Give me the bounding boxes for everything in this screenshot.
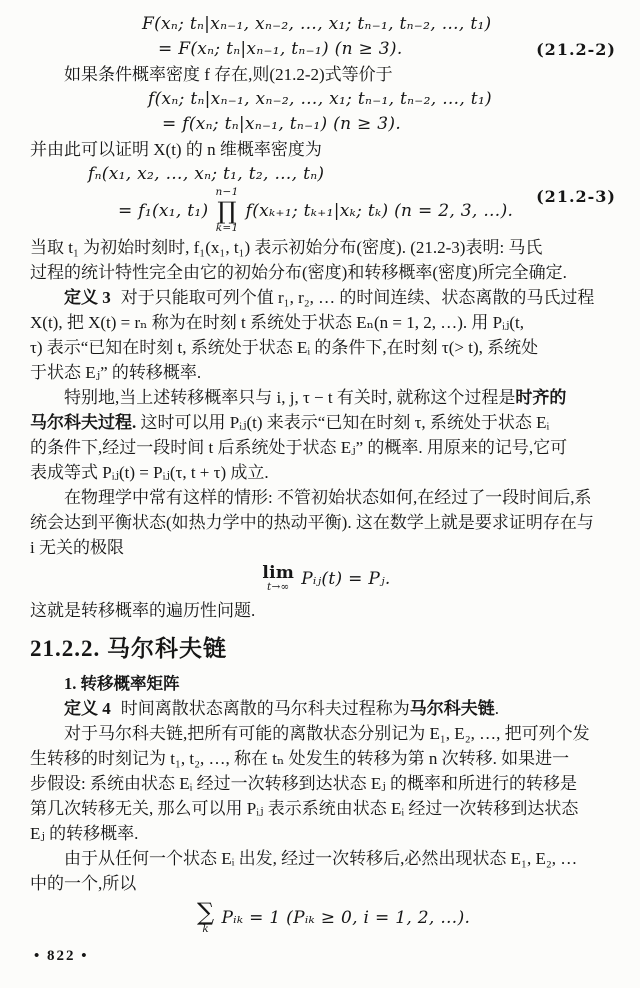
paragraph-chain-line-5: Eⱼ 的转移概率. bbox=[30, 824, 139, 843]
paragraph-chain-line-2: 生转移的时刻记为 t₁, t₂, …, 称在 tₙ 处发生的转移为第 n 次转移. 如果进一 bbox=[30, 749, 570, 768]
limit-symbol: lim bbox=[262, 562, 295, 583]
equation-limit bbox=[30, 560, 616, 598]
homogeneous-text-bold: 时齐的 bbox=[515, 388, 567, 407]
paragraph-initial-dist-line-2: 过程的统计特性完全由它的初始分布(密度)和转移概率(密度)所完全确定. bbox=[30, 263, 567, 282]
equation-21-2-3-rhs: f(xₖ₊₁; tₖ₊₁|xₖ; tₖ) (n = 2, 3, …). bbox=[245, 201, 514, 221]
equation-limit-body: Pᵢⱼ(t) = Pⱼ. bbox=[301, 569, 391, 589]
paragraph-density-intro: 如果条件概率密度 f 存在,则(21.2-2)式等价于 bbox=[64, 65, 393, 84]
equation-21-2-3-line-2 bbox=[30, 187, 616, 235]
equation-number-21-2-2: (21.2-2) bbox=[536, 40, 616, 59]
equation-21-2-2-line-2 bbox=[30, 37, 616, 62]
definition-3-text-1: 对于只能取可列个值 r₁, r₂, … 的时间连续、状态离散的马氏过程 bbox=[120, 288, 595, 307]
paragraph-homogeneous-line-1 bbox=[30, 385, 616, 410]
equation-21-2-2-line-1: F(xₙ; tₙ|xₙ₋₁, xₙ₋₂, …, x₁; tₙ₋₁, tₙ₋₂, …, t₁) bbox=[142, 14, 492, 34]
paragraph-anystate-line-2: 中的一个,所以 bbox=[30, 874, 137, 893]
markov-process-bold: 马尔科夫过程. bbox=[30, 413, 137, 432]
definition-3-line-3: τ) 表示“已知在时刻 t, 系统处于状态 Eᵢ 的条件下,在时刻 τ(> t), 系统处 bbox=[30, 338, 539, 357]
product-upper-limit: n−1 bbox=[215, 186, 239, 199]
paragraph-ergodicity: 这就是转移概率的遍历性问题. bbox=[30, 601, 256, 620]
homogeneous-text-rest: 这时可以用 Pᵢⱼ(t) 来表示“已知在时刻 τ, 系统处于状态 Eᵢ bbox=[136, 413, 550, 432]
product-operator-icon bbox=[215, 187, 238, 234]
page-number: • 822 • bbox=[34, 948, 89, 964]
limit-lower-limit: t→∞ bbox=[266, 580, 290, 593]
equation-density-line-1: f(xₙ; tₙ|xₙ₋₁, xₙ₋₂, …, x₁; tₙ₋₁, tₙ₋₂, …, t₁) bbox=[148, 89, 492, 109]
paragraph-anystate-line-1: 由于从任何一个状态 Eᵢ 出发, 经过一次转移后,必然出现状态 E₁, E₂, … bbox=[64, 849, 578, 868]
sum-operator-icon bbox=[197, 900, 214, 936]
definition-4-label: 定义 4 bbox=[64, 699, 111, 718]
paragraph-chain-line-4: 第几次转移无关, 那么可以用 Pᵢⱼ 表示系统由状态 Eᵢ 经过一次转移到达状态 bbox=[30, 799, 579, 818]
definition-3-line-2: X(t), 把 X(t) = rₙ 称为在时刻 t 系统处于状态 Eₙ(n = 1, 2, …). 用 Pᵢⱼ(t, bbox=[30, 313, 524, 332]
paragraph-ndim-intro: 并由此可以证明 X(t) 的 n 维概率密度为 bbox=[30, 140, 322, 159]
paragraph-homogeneous-line-4: 表成等式 Pᵢⱼ(t) = Pᵢⱼ(τ, t + τ) 成立. bbox=[30, 463, 269, 482]
equation-density-line-2: = f(xₙ; tₙ|xₙ₋₁, tₙ₋₁) (n ≥ 3). bbox=[162, 114, 402, 134]
sum-symbol: ∑ bbox=[197, 898, 215, 927]
equation-sum-body: Pᵢₖ = 1 (Pᵢₖ ≥ 0, i = 1, 2, …). bbox=[221, 908, 471, 928]
equation-21-2-2-body: = F(xₙ; tₙ|xₙ₋₁, tₙ₋₁) (n ≥ 3). bbox=[158, 39, 403, 59]
equation-sum bbox=[30, 896, 616, 940]
subsection-transition-matrix: 1. 转移概率矩阵 bbox=[64, 674, 180, 693]
product-lower-limit: k=1 bbox=[215, 222, 239, 234]
definition-3-label: 定义 3 bbox=[64, 288, 111, 307]
definition-4-line bbox=[30, 696, 616, 721]
definition-3-line-1 bbox=[30, 285, 616, 310]
limit-operator-icon bbox=[262, 562, 295, 594]
definition-3-line-4: 于状态 Eⱼ” 的转移概率. bbox=[30, 363, 202, 382]
paragraph-physics-line-3: i 无关的极限 bbox=[30, 538, 124, 557]
paragraph-physics-line-2: 统会达到平衡状态(如热力学中的热动平衡). 这在数学上就是要求证明存在与 bbox=[30, 513, 594, 532]
paragraph-initial-dist-line-1: 当取 t₁ 为初始时刻时, f₁(x₁, t₁) 表示初始分布(密度). (21.2-3)表明: 马氏 bbox=[30, 238, 543, 257]
paragraph-homogeneous-line-2 bbox=[30, 410, 616, 435]
definition-4-text: 时间离散状态离散的马尔科夫过程称为 bbox=[120, 699, 410, 718]
product-symbol: ∏ bbox=[217, 197, 237, 225]
markov-chain-bold: 马尔科夫链 bbox=[409, 699, 495, 718]
paragraph-chain-line-1: 对于马尔科夫链,把所有可能的离散状态分别记为 E₁, E₂, …, 把可列个发 bbox=[64, 724, 590, 743]
paragraph-chain-line-3: 步假设: 系统由状态 Eᵢ 经过一次转移到达状态 Eⱼ 的概率和所进行的转移是 bbox=[30, 774, 578, 793]
sum-lower-limit: k bbox=[202, 923, 210, 936]
paragraph-homogeneous-line-3: 的条件下,经过一段时间 t 后系统处于状态 Eⱼ” 的概率. 用原来的记号,它可 bbox=[30, 438, 568, 457]
definition-4-period: . bbox=[494, 699, 499, 718]
equation-number-21-2-3: (21.2-3) bbox=[536, 187, 616, 206]
homogeneous-text-normal: 特别地,当上述转移概率只与 i, j, τ − t 有关时, 就称这个过程是 bbox=[64, 388, 516, 407]
equation-21-2-3-line-1: fₙ(x₁, x₂, …, xₙ; t₁, t₂, …, tₙ) bbox=[88, 164, 325, 184]
section-heading-21-2-2: 21.2.2. 马尔科夫链 bbox=[30, 636, 227, 661]
equation-21-2-3-lhs: = f₁(x₁, t₁) bbox=[118, 201, 209, 221]
paragraph-physics-line-1: 在物理学中常有这样的情形: 不管初始状态如何,在经过了一段时间后,系 bbox=[64, 488, 592, 507]
